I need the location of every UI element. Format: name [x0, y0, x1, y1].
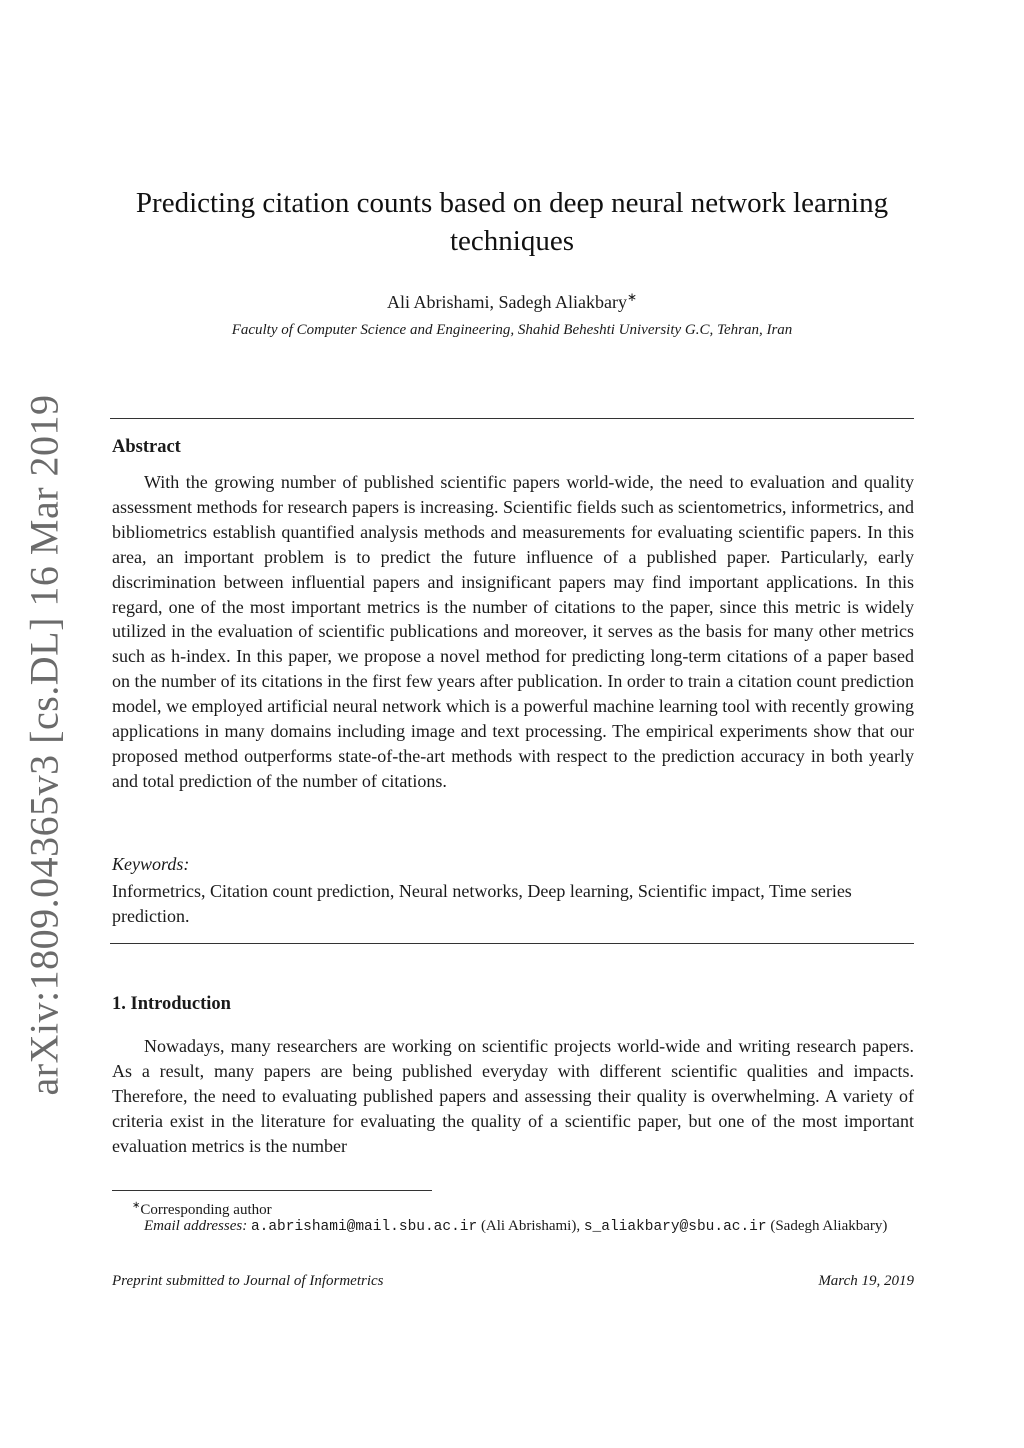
abstract-heading: Abstract [112, 437, 181, 457]
email-name-1: (Ali Abrishami), [480, 1218, 581, 1234]
paper-title [112, 184, 912, 260]
keywords-label: Keywords: [112, 854, 190, 874]
email-label: Email addresses: [144, 1218, 248, 1234]
affiliation: Faculty of Computer Science and Engineering, Shahid Beheshti University G.C, Tehran, Iran [231, 322, 793, 338]
corresponding-mark: ∗ [626, 290, 638, 304]
footnote-emails [112, 1216, 914, 1237]
arxiv-identifier: arXiv:1809.04365v3 [cs.DL] 16 Mar 2019 [21, 394, 67, 1096]
title-line-2: techniques [449, 225, 574, 257]
footnote-mark: ∗ [132, 1200, 141, 1211]
footer-journal: Preprint submitted to Journal of Informetrics [112, 1273, 384, 1289]
title-line-1: Predicting citation counts based on deep neural network learning [135, 187, 889, 219]
footnote-rule [112, 1190, 432, 1191]
email-link-2[interactable]: s_aliakbary@sbu.ac.ir [583, 1219, 767, 1235]
email-name-2: (Sadegh Aliakbary) [770, 1218, 888, 1234]
email-link-1[interactable]: a.abrishami@mail.sbu.ac.ir [250, 1219, 478, 1235]
author-list [112, 286, 912, 313]
footer-date: March 19, 2019 [818, 1273, 914, 1289]
footnote-corresponding-text: Corresponding author [140, 1202, 272, 1218]
abstract-text: With the growing number of published scientific papers world-wide, the need to evaluation and quality assessment methods for research papers is increasing. Scientific fields such as scientometrics, informetrics, and bibliometrics establish quantified analysis methods and measurements for evaluating scientific papers. In this area, an important problem is to predict the future influence of a published paper. Particularly, early discrimination between influential papers and insignificant papers may find important applications. In this regard, one of the most important metrics is the number of citations to the paper, since this metric is widely utilized in the evaluation of scientific publications and moreover, it serves as the basis for many other metrics such as h-index. In this paper, we propose a novel method for predicting long-term citations of a paper based on the number of its citations in the first few years after publication. In order to train a citation count prediction model, we employed artificial neural network which is a powerful machine learning tool with recently growing applications in many domains including image and text processing. The empirical experiments show that our proposed method outperforms state-of-the-art methods with respect to the prediction accuracy in both yearly and total prediction of the number of citations. [112, 472, 914, 791]
author-names: Ali Abrishami, Sadegh Aliakbary [386, 292, 627, 312]
introduction-heading: 1. Introduction [112, 994, 231, 1014]
keywords-text: Informetrics, Citation count prediction, Neural networks, Deep learning, Scientific impact, Time series prediction. [112, 881, 852, 926]
introduction-text: Nowadays, many researchers are working on scientific projects world-wide and writing research papers. As a result, many papers are being published everyday with different scientific qualities and impacts. Therefore, the need to evaluating published papers and assessing their quality is overwhelming. A variety of criteria exist in the literature for evaluating the quality of a scientific paper, but one of the most important evaluation metrics is the number [112, 1036, 914, 1156]
abstract-bottom-rule [110, 943, 914, 944]
abstract-top-rule [110, 418, 914, 419]
